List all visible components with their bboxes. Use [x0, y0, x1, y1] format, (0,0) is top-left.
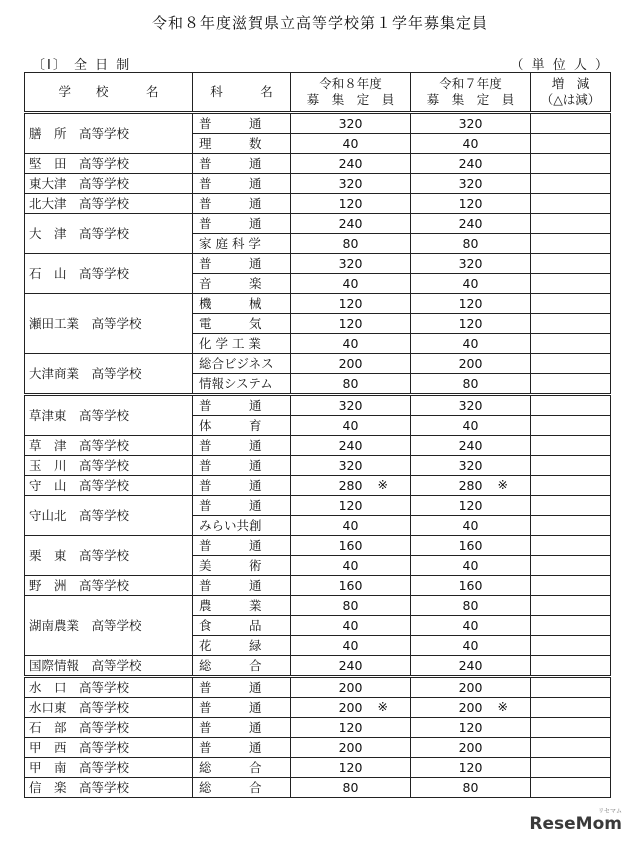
r7-capacity-value: 240: [458, 658, 483, 673]
course-name-cell: 家 庭 科 学: [193, 234, 291, 254]
diff-cell: [531, 314, 611, 334]
r8-capacity-value: 320: [338, 458, 363, 473]
r8-capacity-cell: [291, 234, 411, 254]
table-row: [25, 476, 611, 496]
table-row: [25, 194, 611, 214]
section-label: 〔Ⅰ〕 全 日 制: [32, 58, 132, 73]
header-r8: [291, 73, 411, 113]
course-name-cell: 化 学 工 業: [193, 334, 291, 354]
r7-capacity-value: 40: [462, 638, 479, 653]
r7-capacity-cell: [411, 656, 531, 677]
r8-capacity-value: 40: [342, 618, 359, 633]
diff-cell: [531, 154, 611, 174]
r7-capacity-value: 120: [458, 196, 483, 211]
logo-subtext: リセマム: [598, 808, 622, 815]
school-name-cell: 水 口 高等学校: [25, 677, 193, 698]
school-name-cell: 野 洲 高等学校: [25, 576, 193, 596]
diff-cell: [531, 374, 611, 395]
table-row: [25, 174, 611, 194]
r8-capacity-value: 120: [338, 196, 363, 211]
school-name-cell: 石 山 高等学校: [25, 254, 193, 294]
r8-capacity-value: 280: [338, 478, 363, 493]
r8-capacity-value: 120: [338, 720, 363, 735]
table-row: [25, 536, 611, 556]
r8-capacity-value: 40: [342, 518, 359, 533]
r7-capacity-cell: [411, 698, 531, 718]
r7-capacity-value: 120: [458, 498, 483, 513]
r8-capacity-value: 120: [338, 760, 363, 775]
table-row: [25, 677, 611, 698]
school-name-cell: 瀬田工業 高等学校: [25, 294, 193, 354]
diff-cell: [531, 738, 611, 758]
r7-capacity-value: 200: [458, 356, 483, 371]
course-name-cell: 音 楽: [193, 274, 291, 294]
r7-capacity-cell: [411, 334, 531, 354]
diff-cell: [531, 556, 611, 576]
r8-capacity-value: 160: [338, 578, 363, 593]
school-name-cell: 東大津 高等学校: [25, 174, 193, 194]
r7-capacity-value: 40: [462, 558, 479, 573]
r8-capacity-cell: [291, 536, 411, 556]
course-name-cell: 普 通: [193, 456, 291, 476]
r8-capacity-value: 40: [342, 136, 359, 151]
r8-capacity-cell: [291, 596, 411, 616]
r8-capacity-value: 320: [338, 176, 363, 191]
diff-cell: [531, 416, 611, 436]
school-name-cell: 草津東 高等学校: [25, 395, 193, 436]
school-name-cell: 堅 田 高等学校: [25, 154, 193, 174]
diff-cell: [531, 698, 611, 718]
diff-cell: [531, 636, 611, 656]
r7-capacity-value: 120: [458, 296, 483, 311]
r7-capacity-value: 120: [458, 760, 483, 775]
r7-capacity-cell: [411, 436, 531, 456]
course-name-cell: 普 通: [193, 436, 291, 456]
table-row: [25, 718, 611, 738]
diff-cell: [531, 718, 611, 738]
table-row: [25, 254, 611, 274]
diff-cell: [531, 436, 611, 456]
resemom-logo: [529, 808, 622, 834]
r7-capacity-cell: [411, 194, 531, 214]
r8-capacity-cell: [291, 254, 411, 274]
r7-capacity-cell: [411, 758, 531, 778]
table-row: [25, 154, 611, 174]
r8-capacity-value: 80: [342, 598, 359, 613]
r8-capacity-cell: [291, 334, 411, 354]
r7-capacity-cell: [411, 214, 531, 234]
course-name-cell: 食 品: [193, 616, 291, 636]
r7-capacity-cell: [411, 113, 531, 134]
table-row: [25, 214, 611, 234]
r8-capacity-value: 40: [342, 418, 359, 433]
r7-capacity-value: 240: [458, 216, 483, 231]
r8-capacity-cell: [291, 214, 411, 234]
r7-capacity-cell: [411, 677, 531, 698]
r8-capacity-value: 200: [338, 740, 363, 755]
r7-capacity-cell: [411, 636, 531, 656]
r8-capacity-cell: [291, 636, 411, 656]
table-header-row: [25, 73, 611, 113]
header-r8-line1: 令和８年度: [319, 76, 382, 91]
diff-cell: [531, 516, 611, 536]
r7-capacity-cell: [411, 374, 531, 395]
r7-capacity-cell: [411, 416, 531, 436]
r7-capacity-value: 280: [458, 478, 483, 493]
school-name-cell: 草 津 高等学校: [25, 436, 193, 456]
r7-capacity-value: 40: [462, 276, 479, 291]
diff-cell: [531, 354, 611, 374]
diff-cell: [531, 536, 611, 556]
diff-cell: [531, 476, 611, 496]
course-name-cell: 普 通: [193, 738, 291, 758]
r8-capacity-cell: [291, 616, 411, 636]
r7-capacity-cell: [411, 234, 531, 254]
r7-capacity-cell: [411, 354, 531, 374]
r8-capacity-cell: [291, 314, 411, 334]
school-name-cell: 湖南農業 高等学校: [25, 596, 193, 656]
diff-cell: [531, 214, 611, 234]
r8-capacity-cell: [291, 496, 411, 516]
school-name-cell: 信 楽 高等学校: [25, 778, 193, 798]
course-name-cell: 普 通: [193, 476, 291, 496]
r8-capacity-value: 40: [342, 276, 359, 291]
r8-capacity-value: 80: [342, 376, 359, 391]
r7-capacity-cell: [411, 274, 531, 294]
r7-capacity-cell: [411, 616, 531, 636]
header-school: 学 校 名: [25, 73, 193, 113]
diff-cell: [531, 134, 611, 154]
course-name-cell: 普 通: [193, 536, 291, 556]
r7-capacity-cell: [411, 576, 531, 596]
diff-cell: [531, 194, 611, 214]
r7-capacity-cell: [411, 536, 531, 556]
diff-cell: [531, 274, 611, 294]
table-row: [25, 395, 611, 416]
course-name-cell: 総合ビジネス: [193, 354, 291, 374]
course-name-cell: 情報システム: [193, 374, 291, 395]
r7-capacity-value: 120: [458, 720, 483, 735]
course-name-cell: 総 合: [193, 758, 291, 778]
r7-capacity-value: 320: [458, 398, 483, 413]
r7-capacity-value: 80: [462, 598, 479, 613]
diff-cell: [531, 496, 611, 516]
header-r7-line2: 募 集 定 員: [426, 92, 515, 107]
r8-capacity-cell: [291, 436, 411, 456]
r8-capacity-cell: [291, 778, 411, 798]
school-name-cell: 甲 南 高等学校: [25, 758, 193, 778]
header-diff-line2: （△は減）: [540, 92, 601, 107]
r7-capacity-cell: [411, 254, 531, 274]
r7-capacity-cell: [411, 395, 531, 416]
r8-capacity-cell: [291, 134, 411, 154]
r8-capacity-value: 200: [338, 680, 363, 695]
diff-cell: [531, 596, 611, 616]
r7-capacity-cell: [411, 718, 531, 738]
r7-capacity-value: 240: [458, 438, 483, 453]
header-r8-line2: 募 集 定 員: [306, 92, 395, 107]
r7-capacity-value: 80: [462, 376, 479, 391]
r7-capacity-value: 40: [462, 336, 479, 351]
course-name-cell: 普 通: [193, 496, 291, 516]
table-row: [25, 738, 611, 758]
r8-capacity-cell: [291, 718, 411, 738]
r7-capacity-cell: [411, 516, 531, 536]
r8-capacity-value: 40: [342, 638, 359, 653]
table-row: [25, 656, 611, 677]
r7-capacity-cell: [411, 496, 531, 516]
header-diff-line1: 増 減: [551, 76, 590, 91]
r7-capacity-value: 320: [458, 116, 483, 131]
course-name-cell: 普 通: [193, 154, 291, 174]
r7-capacity-value: 40: [462, 418, 479, 433]
r7-capacity-value: 320: [458, 176, 483, 191]
r8-capacity-cell: [291, 456, 411, 476]
school-name-cell: 玉 川 高等学校: [25, 456, 193, 476]
r8-capacity-cell: [291, 656, 411, 677]
note-mark: ※: [377, 699, 388, 714]
r8-capacity-value: 120: [338, 498, 363, 513]
course-name-cell: 普 通: [193, 698, 291, 718]
r7-capacity-cell: [411, 556, 531, 576]
table-row: [25, 436, 611, 456]
r8-capacity-value: 40: [342, 558, 359, 573]
header-diff: [531, 73, 611, 113]
r7-capacity-value: 160: [458, 538, 483, 553]
diff-cell: [531, 294, 611, 314]
school-name-cell: 守 山 高等学校: [25, 476, 193, 496]
school-name-cell: 膳 所 高等学校: [25, 113, 193, 154]
course-name-cell: 美 術: [193, 556, 291, 576]
course-name-cell: 機 械: [193, 294, 291, 314]
r8-capacity-cell: [291, 698, 411, 718]
school-name-cell: 甲 西 高等学校: [25, 738, 193, 758]
r7-capacity-value: 320: [458, 458, 483, 473]
course-name-cell: 普 通: [193, 718, 291, 738]
r8-capacity-value: 240: [338, 156, 363, 171]
r7-capacity-cell: [411, 154, 531, 174]
r8-capacity-value: 240: [338, 658, 363, 673]
table-row: [25, 456, 611, 476]
school-name-cell: 守山北 高等学校: [25, 496, 193, 536]
r8-capacity-cell: [291, 174, 411, 194]
table-row: [25, 758, 611, 778]
table-row: [25, 698, 611, 718]
r8-capacity-cell: [291, 476, 411, 496]
school-name-cell: 大津商業 高等学校: [25, 354, 193, 395]
school-name-cell: 栗 東 高等学校: [25, 536, 193, 576]
course-name-cell: 普 通: [193, 395, 291, 416]
r8-capacity-value: 240: [338, 216, 363, 231]
diff-cell: [531, 234, 611, 254]
r7-capacity-value: 40: [462, 518, 479, 533]
course-name-cell: 普 通: [193, 677, 291, 698]
course-name-cell: 電 気: [193, 314, 291, 334]
table-row: [25, 496, 611, 516]
school-name-cell: 水口東 高等学校: [25, 698, 193, 718]
diff-cell: [531, 254, 611, 274]
diff-cell: [531, 656, 611, 677]
r7-capacity-cell: [411, 456, 531, 476]
diff-cell: [531, 174, 611, 194]
r8-capacity-value: 160: [338, 538, 363, 553]
table-row: [25, 354, 611, 374]
r8-capacity-cell: [291, 758, 411, 778]
course-name-cell: 花 緑: [193, 636, 291, 656]
r8-capacity-cell: [291, 374, 411, 395]
diff-cell: [531, 677, 611, 698]
diff-cell: [531, 758, 611, 778]
note-mark: ※: [377, 477, 388, 492]
r7-capacity-value: 40: [462, 136, 479, 151]
r8-capacity-cell: [291, 576, 411, 596]
course-name-cell: 普 通: [193, 113, 291, 134]
r7-capacity-value: 200: [458, 700, 483, 715]
r8-capacity-cell: [291, 294, 411, 314]
r7-capacity-value: 200: [458, 740, 483, 755]
r7-capacity-value: 80: [462, 236, 479, 251]
r7-capacity-value: 120: [458, 316, 483, 331]
diff-cell: [531, 395, 611, 416]
r7-capacity-cell: [411, 778, 531, 798]
r8-capacity-cell: [291, 556, 411, 576]
r7-capacity-cell: [411, 134, 531, 154]
course-name-cell: 普 通: [193, 194, 291, 214]
r8-capacity-value: 200: [338, 356, 363, 371]
diff-cell: [531, 334, 611, 354]
r8-capacity-value: 80: [342, 780, 359, 795]
r8-capacity-cell: [291, 677, 411, 698]
school-name-cell: 石 部 高等学校: [25, 718, 193, 738]
r8-capacity-cell: [291, 274, 411, 294]
r8-capacity-value: 320: [338, 398, 363, 413]
table-row: [25, 596, 611, 616]
school-name-cell: 北大津 高等学校: [25, 194, 193, 214]
note-mark: ※: [497, 477, 508, 492]
school-name-cell: 国際情報 高等学校: [25, 656, 193, 677]
course-name-cell: 体 育: [193, 416, 291, 436]
r7-capacity-cell: [411, 476, 531, 496]
table-row: [25, 294, 611, 314]
r7-capacity-value: 80: [462, 780, 479, 795]
r7-capacity-cell: [411, 738, 531, 758]
r8-capacity-value: 80: [342, 236, 359, 251]
r8-capacity-cell: [291, 154, 411, 174]
course-name-cell: 農 業: [193, 596, 291, 616]
header-course: 科 名: [193, 73, 291, 113]
r7-capacity-value: 240: [458, 156, 483, 171]
table-row: [25, 576, 611, 596]
r7-capacity-cell: [411, 174, 531, 194]
r7-capacity-value: 40: [462, 618, 479, 633]
course-name-cell: 普 通: [193, 174, 291, 194]
r7-capacity-value: 160: [458, 578, 483, 593]
page-title: 令和８年度滋賀県立高等学校第１学年募集定員: [151, 14, 488, 32]
r7-capacity-value: 200: [458, 680, 483, 695]
course-name-cell: 理 数: [193, 134, 291, 154]
r8-capacity-cell: [291, 113, 411, 134]
r8-capacity-cell: [291, 738, 411, 758]
course-name-cell: 普 通: [193, 214, 291, 234]
r8-capacity-value: 40: [342, 336, 359, 351]
r7-capacity-value: 320: [458, 256, 483, 271]
diff-cell: [531, 456, 611, 476]
table-body: [25, 113, 611, 798]
r7-capacity-cell: [411, 314, 531, 334]
r8-capacity-value: 120: [338, 316, 363, 331]
school-name-cell: 大 津 高等学校: [25, 214, 193, 254]
note-mark: ※: [497, 699, 508, 714]
r8-capacity-cell: [291, 354, 411, 374]
enrollment-table: [24, 72, 611, 798]
header-r7: [411, 73, 531, 113]
r8-capacity-value: 320: [338, 116, 363, 131]
course-name-cell: みらい共創: [193, 516, 291, 536]
course-name-cell: 普 通: [193, 576, 291, 596]
diff-cell: [531, 576, 611, 596]
diff-cell: [531, 616, 611, 636]
r8-capacity-value: 200: [338, 700, 363, 715]
r8-capacity-cell: [291, 516, 411, 536]
r8-capacity-cell: [291, 395, 411, 416]
r8-capacity-cell: [291, 194, 411, 214]
course-name-cell: 総 合: [193, 656, 291, 677]
course-name-cell: 総 合: [193, 778, 291, 798]
course-name-cell: 普 通: [193, 254, 291, 274]
r8-capacity-value: 120: [338, 296, 363, 311]
r8-capacity-value: 240: [338, 438, 363, 453]
r8-capacity-value: 320: [338, 256, 363, 271]
r7-capacity-cell: [411, 596, 531, 616]
r8-capacity-cell: [291, 416, 411, 436]
r7-capacity-cell: [411, 294, 531, 314]
logo-text: ReseMom: [529, 814, 622, 834]
diff-cell: [531, 778, 611, 798]
table-row: [25, 778, 611, 798]
header-r7-line1: 令和７年度: [439, 76, 502, 91]
diff-cell: [531, 113, 611, 134]
unit-label: （ 単 位 人 ）: [510, 58, 610, 73]
table-row: [25, 113, 611, 134]
